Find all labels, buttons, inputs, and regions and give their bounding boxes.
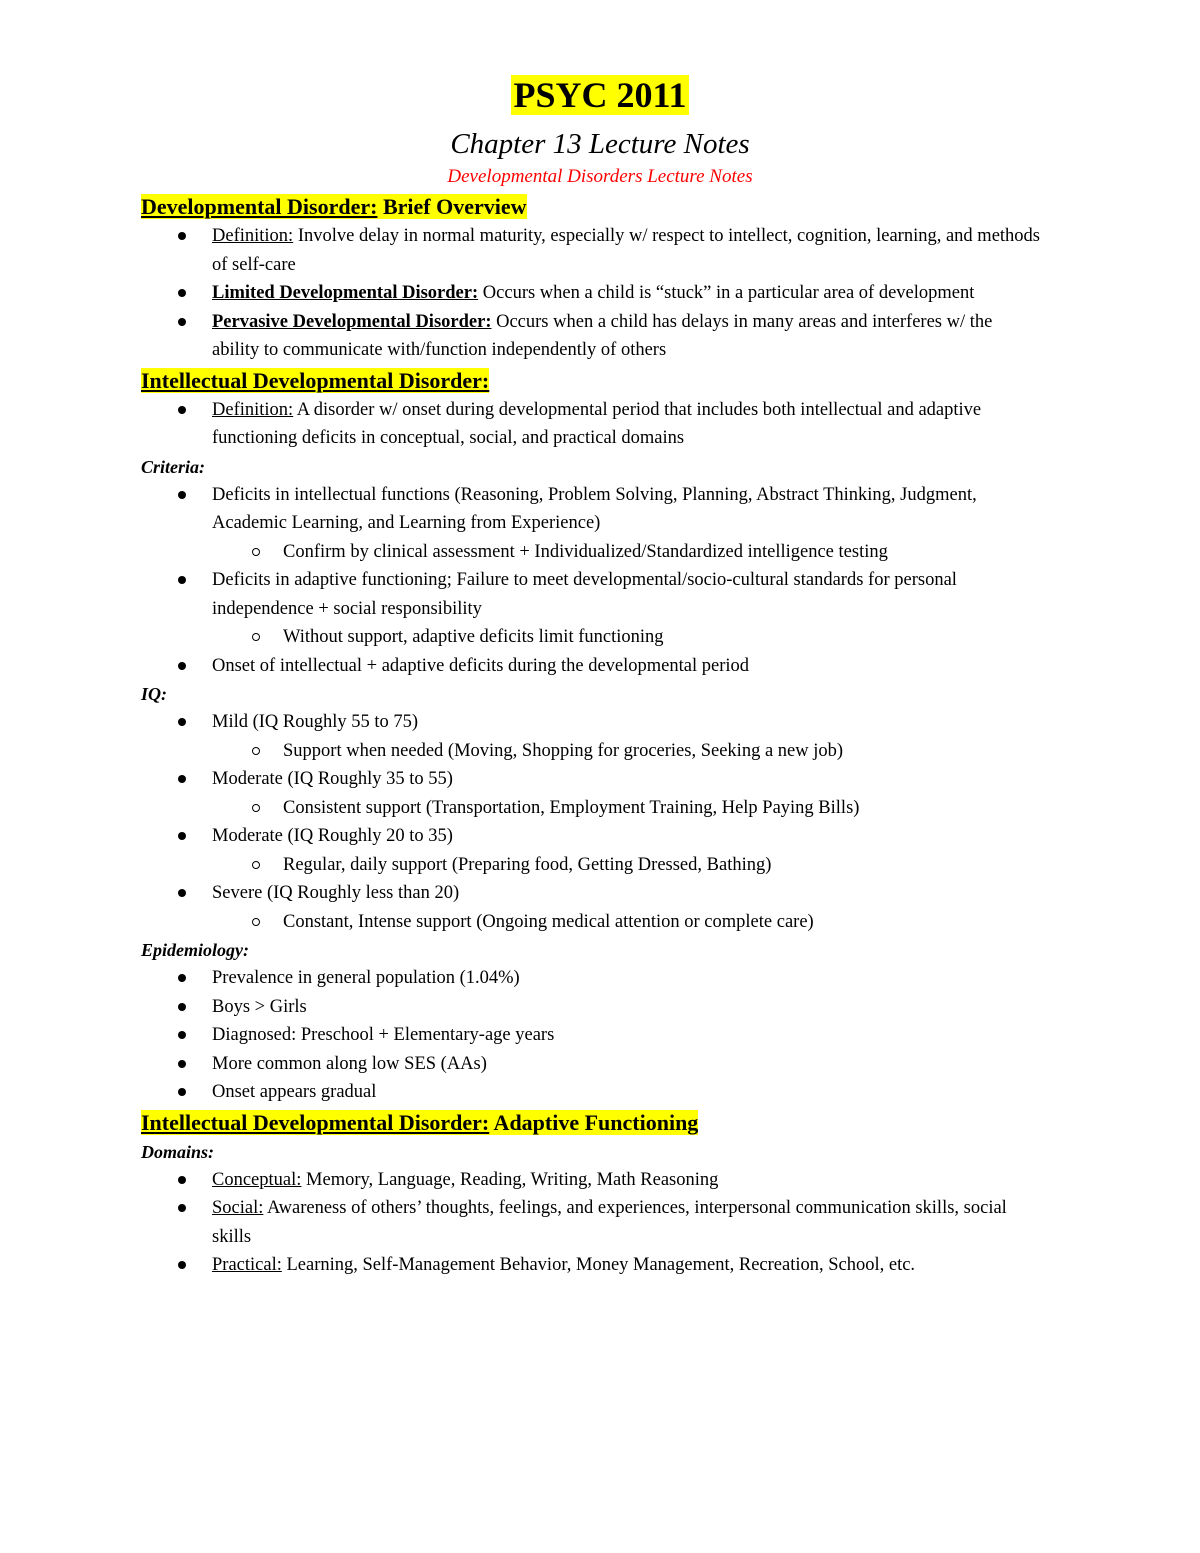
list-item: Diagnosed: Preschool + Elementary-age years	[212, 1021, 1041, 1050]
epidemiology-label: Epidemiology:	[141, 940, 249, 960]
sub-list-item: Regular, daily support (Preparing food, Getting Dressed, Bathing)	[283, 851, 1041, 880]
list-item: Practical: Learning, Self-Management Behavior, Money Management, Recreation, School, etc.	[212, 1251, 1041, 1280]
criteria-label: Criteria:	[141, 456, 206, 477]
list-item: Limited Developmental Disorder: Occurs when a child is “stuck” in a particular area of development	[212, 279, 1041, 308]
list-item: Severe (IQ Roughly less than 20) Constant, Intense support (Ongoing medical attention or complete care)	[212, 879, 1041, 936]
criteria-list	[141, 481, 1041, 681]
sub-list-item: Confirm by clinical assessment + Individualized/Standardized intelligence testing	[283, 538, 1041, 567]
domains-label: Domains:	[141, 1141, 215, 1162]
list-item: More common along low SES (AAs)	[212, 1050, 1041, 1079]
sub-list-item: Without support, adaptive deficits limit functioning	[283, 623, 1041, 652]
idd-definition-list	[141, 396, 1041, 453]
list-item: Mild (IQ Roughly 55 to 75) Support when needed (Moving, Shopping for groceries, Seeking a new job)	[212, 708, 1041, 765]
list-item: Conceptual: Memory, Language, Reading, Writing, Math Reasoning	[212, 1166, 1041, 1195]
iq-list	[141, 708, 1041, 936]
epidemiology-list	[141, 964, 1041, 1107]
list-item: Deficits in intellectual functions (Reasoning, Problem Solving, Planning, Abstract Thinking, Judgment, Academic Learning, and Learning from Experience) Confirm by clinical assessment + Individualized/Standardized intelligence testing	[212, 481, 1041, 567]
list-item: Definition: A disorder w/ onset during developmental period that includes both intellectual and adaptive functioning deficits in conceptual, social, and practical domains	[212, 396, 1041, 453]
document-subtitle: Chapter 13 Lecture Notes	[450, 128, 750, 160]
document-body	[141, 191, 1041, 1280]
list-item: Pervasive Developmental Disorder: Occurs when a child has delays in many areas and interferes w/ the ability to communicate with/function independently of others	[212, 308, 1041, 365]
section-heading-adaptive: Intellectual Developmental Disorder: Adaptive Functioning	[141, 1109, 699, 1135]
section-heading-overview: Developmental Disorder: Brief Overview	[141, 194, 527, 219]
sub-list-item: Support when needed (Moving, Shopping for groceries, Seeking a new job)	[283, 737, 1041, 766]
list-item: Moderate (IQ Roughly 20 to 35) Regular, daily support (Preparing food, Getting Dressed, Bathing)	[212, 822, 1041, 879]
list-item: Prevalence in general population (1.04%)	[212, 964, 1041, 993]
domains-list	[141, 1166, 1041, 1280]
list-item: Moderate (IQ Roughly 35 to 55) Consistent support (Transportation, Employment Training, Help Paying Bills)	[212, 765, 1041, 822]
sub-list-item: Constant, Intense support (Ongoing medical attention or complete care)	[283, 908, 1041, 937]
list-item: Onset of intellectual + adaptive deficits during the developmental period	[212, 652, 1041, 681]
iq-label: IQ:	[141, 684, 167, 704]
list-item: Social: Awareness of others’ thoughts, feelings, and experiences, interpersonal communication skills, social skills	[212, 1194, 1041, 1251]
sub-list-item: Consistent support (Transportation, Employment Training, Help Paying Bills)	[283, 794, 1041, 823]
document-title: PSYC 2011	[513, 75, 687, 115]
list-item: Onset appears gradual	[212, 1078, 1041, 1107]
section-heading-idd: Intellectual Developmental Disorder:	[141, 367, 490, 393]
list-item: Definition: Involve delay in normal maturity, especially w/ respect to intellect, cognition, learning, and methods of self-care	[212, 222, 1041, 279]
topic-line: Developmental Disorders Lecture Notes	[447, 166, 753, 187]
overview-list	[141, 222, 1041, 365]
list-item: Deficits in adaptive functioning; Failure to meet developmental/socio-cultural standards for personal independence + social responsibility Without support, adaptive deficits limit functioning	[212, 566, 1041, 652]
list-item: Boys > Girls	[212, 993, 1041, 1022]
